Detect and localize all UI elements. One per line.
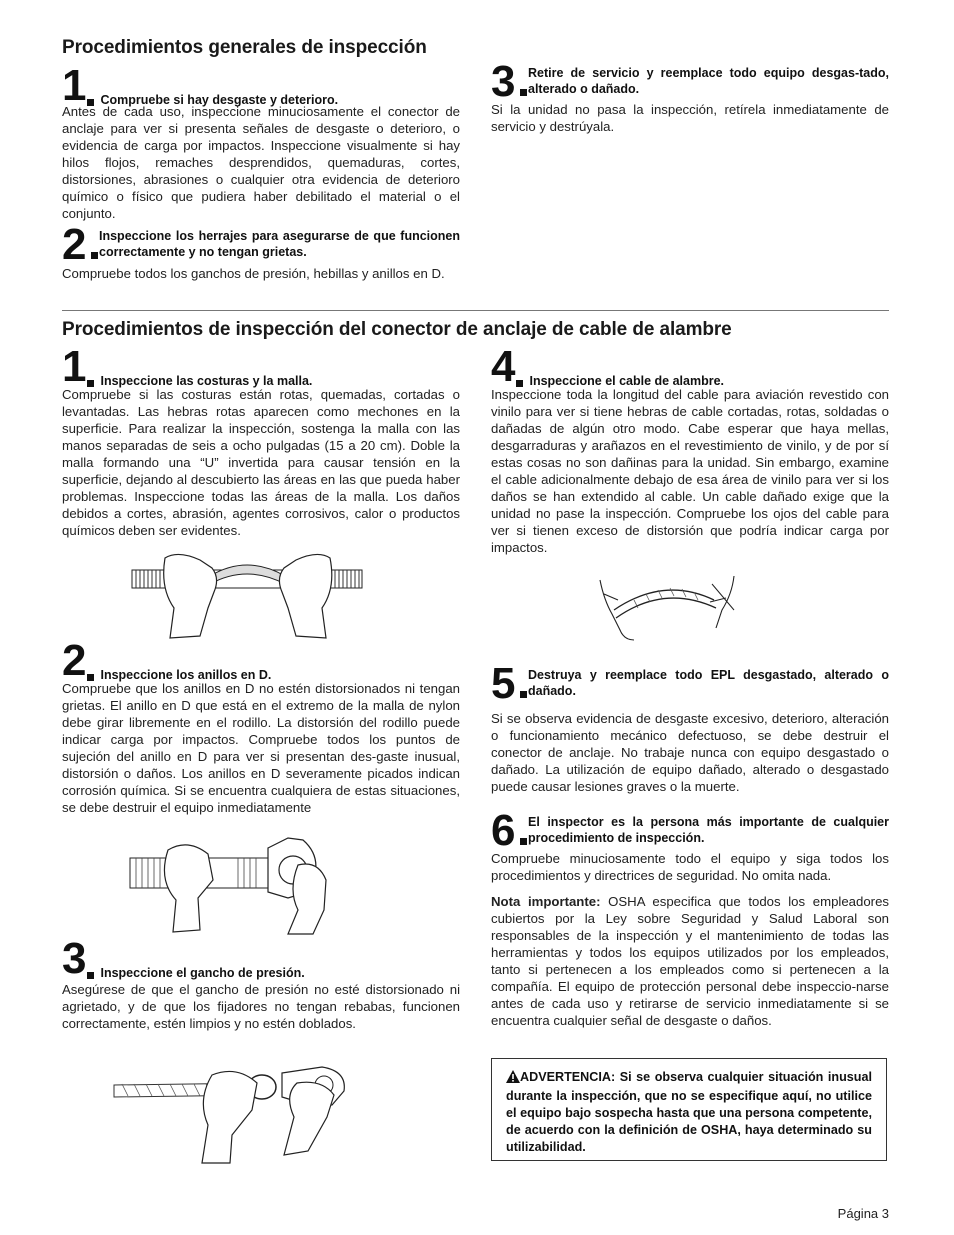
section-2-title: Procedimientos de inspección del conector de anclaje de cable de alambre [62, 319, 732, 340]
step-number: 1 [62, 342, 86, 391]
warning-triangle-icon [506, 1070, 520, 1088]
step-title: Inspeccione los anillos en D. [100, 668, 272, 682]
step-number: 5 [491, 659, 515, 708]
s2-step-6-body: Compruebe minuciosamente todo el equipo y siga todos los procedimientos y directrices de seguridad. No omita nada. [491, 851, 889, 883]
bullet-square-icon [520, 89, 527, 96]
s2-step-4-heading [491, 342, 725, 391]
step-number: 6 [491, 806, 515, 855]
s2-step-5-heading [491, 659, 889, 708]
d-ring-inspection-illustration [128, 820, 333, 938]
step-number: 3 [491, 57, 515, 106]
section-1-title: Procedimientos generales de inspección [62, 37, 427, 58]
step-title: Retire de servicio y reemplace todo equipo desgas-tado, alterado o dañado. [528, 66, 889, 96]
s2-step-4-body: Inspeccione toda la longitud del cable para aviación revestido con vinilo para ver si tiene hebras de cable cortadas, rotas, soldadas o dañadas de algún otro modo. Cabe esperar que haya mellas, desgarraduras y arañazos en el revestimiento de vinilo, y de por sí estas cosas no son dañinas para la unidad. Sin embargo, examine el cable adicionalmente debajo de esa área de vinilo para ver si los daños se han extendido al cable. Un cable dañado exige que la unidad no pase la inspección. Compruebe los ojos del cable para ver si tienen exceso de distorsión que podría indicar carga por impactos. [491, 387, 889, 555]
step-number: 2 [62, 220, 86, 269]
s1-step-2-heading [62, 220, 460, 269]
step-title: Inspeccione las costuras y la malla. [100, 374, 313, 388]
webbing-inspection-illustration [130, 548, 365, 640]
s2-step-3-heading [62, 934, 305, 983]
s2-step-2-body: Compruebe que los anillos en D no estén distorsionados ni tengan grietas. El anillo en D que está en el extremo de la malla de nylon debe girar libremente en el rodillo. La distorsión del rodillo puede indicar carga por impactos. Compruebe todos los puntos de sujeción del anillo en D para ver si presentan des-gaste inusual, distorsión o daños. Los anillos en D severamente picados indican corrosión química. Si se encuentra cualquiera de estas situaciones, se debe destruir el equipo inmediatamente [62, 681, 460, 815]
section-divider [62, 310, 889, 311]
note-label: Nota importante: [491, 894, 601, 909]
s2-step-6-heading [491, 806, 889, 855]
step-number: 1 [62, 61, 86, 110]
page-number: Página 3 [837, 1206, 889, 1221]
step-title: Inspeccione el gancho de presión. [100, 966, 305, 980]
step-number: 3 [62, 934, 86, 983]
s2-step-3-body: Asegúrese de que el gancho de presión no esté distorsionado ni agrietado, y de que los fijadores no tengan rebabas, funcionen correctamente, estén limpios y no estén doblados. [62, 982, 460, 1031]
snap-hook-inspection-illustration [112, 1055, 372, 1167]
bullet-square-icon [520, 838, 527, 845]
bullet-square-icon [520, 691, 527, 698]
important-note [491, 893, 889, 1029]
warning-label: ADVERTENCIA: [520, 1070, 616, 1084]
s1-step-1-body: Antes de cada uso, inspeccione minuciosamente el conector de anclaje para ver si presenta señales de desgaste o deterioro, o evidencia de carga por impactos. Inspeccione visualmente si hay hilos flojos, remaches desprendidos, quemaduras, cortes, distorsiones, abrasiones o cualquier otra evidencia de deterioro químico o físico que pudiera haber debilitado el material o el conjunto. [62, 104, 460, 221]
step-title: Compruebe si hay desgaste y deterioro. [100, 93, 339, 107]
s1-step-3-body: Si la unidad no pasa la inspección, retírela inmediatamente de servicio y destrúyala. [491, 102, 889, 134]
s2-step-1-heading [62, 342, 313, 391]
step-number: 4 [491, 342, 515, 391]
step-title: El inspector es la persona más importante de cualquier procedimiento de inspección. [528, 815, 889, 845]
bullet-square-icon [87, 972, 94, 979]
warning-text: Si se observa cualquier situación inusual durante la inspección, que no se especifique aquí, no utilice el equipo bajo sospecha hasta que una persona competente, de acuerdo con la definición de OSHA, haya determinado su utilizabilidad. [506, 1070, 872, 1154]
wire-cable-inspection-illustration [594, 570, 744, 642]
s1-step-1-heading [62, 61, 339, 110]
step-title: Inspeccione el cable de alambre. [529, 374, 725, 388]
step-title: Destruya y reemplace todo EPL desgastado, alterado o dañado. [528, 668, 889, 698]
warning-box [491, 1058, 887, 1161]
step-number: 2 [62, 636, 86, 685]
s1-step-3-heading [491, 57, 889, 106]
bullet-square-icon [91, 252, 98, 259]
s2-step-5-body: Si se observa evidencia de desgaste excesivo, deterioro, alteración o funcionamiento mecánico defectuoso, se debe destruir el conector de anclaje. No trabaje nunca con equipo desgastado o dañado. La utilización de equipo dañado, alterado o desgastado puede causar lesiones graves o la muerte. [491, 711, 889, 794]
note-text: OSHA especifica que todos los empleadores cubiertos por la Ley sobre Seguridad y Salud Laboral son responsables de la inspección y el mantenimiento de todas las herramientas y todos los equipos utilizados por los empleados, tanto si pertenecen a los empleados como si pertenecen a la compañía. El equipo de protección personal debe inspeccio-narse antes de cada uso y retirarse de servicio inmediatamente si se encuentra cualquier señal de desgaste o daños. [491, 894, 889, 1028]
step-title: Inspeccione los herrajes para asegurarse de que funcionen correctamente y no tengan grietas. [99, 229, 460, 259]
s2-step-1-body: Compruebe si las costuras están rotas, quemadas, cortadas o levantadas. Las hebras rotas aparecen como mechones en la superficie. Para realizar la inspección, sostenga la malla con las manos separadas de seis a ocho pulgadas (15 a 20 cm). Doble la malla formando una “U” invertida para causar tensión en la superficie, dejando al descubierto las áreas en las que pueda haber problemas. Inspeccione todas las áreas de la malla. Los daños debidos a cortes, abrasión, agentes corrosivos, calor o productos químicos deben ser evidentes. [62, 387, 460, 538]
s1-step-2-body: Compruebe todos los ganchos de presión, hebillas y anillos en D. [62, 266, 445, 281]
s2-step-2-heading [62, 636, 272, 685]
